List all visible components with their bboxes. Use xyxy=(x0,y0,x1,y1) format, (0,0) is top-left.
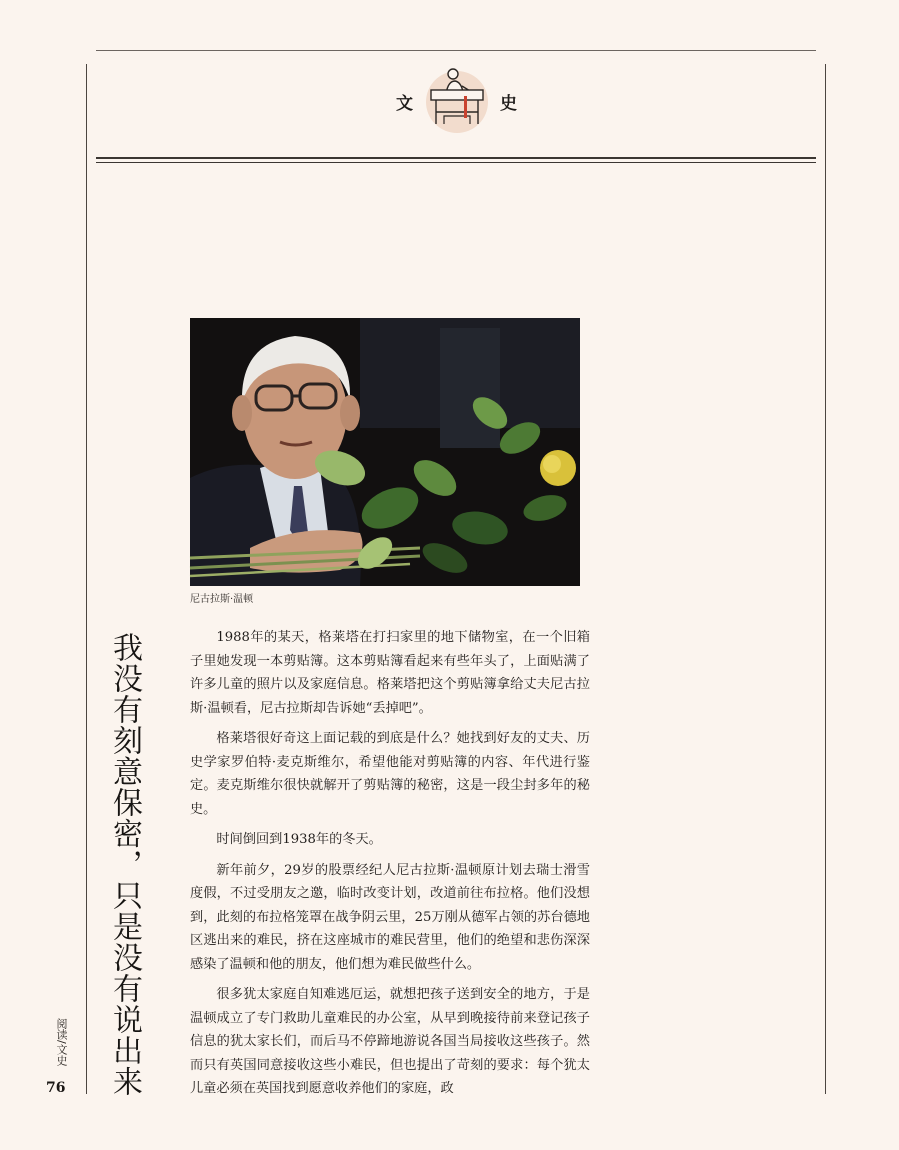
photo-caption: 尼古拉斯·温顿 xyxy=(190,594,254,605)
right-margin-line xyxy=(825,64,826,1094)
page-number: 76 xyxy=(46,1080,66,1096)
paragraph: 格莱塔很好奇这上面记载的到底是什么？她找到好友的丈夫、历史学家罗伯特·麦克斯维尔，希望他能对剪贴簿的内容、年代进行鉴定。麦克斯维尔很快就解开了剪贴簿的秘密，这是一段尘封多年的秘史。 xyxy=(190,731,590,817)
header-double-rule-thin xyxy=(96,162,816,163)
paragraph: 新年前夕，29岁的股票经纪人尼古拉斯·温顿原计划去瑞士滑雪度假，不过受朋友之邀，临时改变计划，改道前往布拉格。他们没想到，此刻的布拉格笼罩在战争阴云里，25万刚从德军占领的苏台德地区逃出来的难民，挤在这座城市的难民营里，他们的绝望和悲伤深深感染了温顿和他的朋友，他们想为难民做些什么。 xyxy=(190,862,590,972)
magazine-name: 阅读 xyxy=(55,1018,68,1040)
article-body xyxy=(190,626,590,1096)
column-name: 文史 xyxy=(55,1043,68,1066)
article-title: 我没有刻意保密，只是没有说出来 xyxy=(107,632,142,1097)
portrait-photo xyxy=(190,318,580,586)
paragraph: 时间倒回到1938年的冬天。 xyxy=(216,832,382,847)
section-logo-icon xyxy=(422,60,492,138)
top-rule xyxy=(96,50,816,51)
section-label-shi: 史 xyxy=(500,94,517,114)
footer-separator: / xyxy=(55,1040,68,1044)
left-margin-line xyxy=(86,64,87,1094)
section-label-wen: 文 xyxy=(396,94,413,114)
running-footer xyxy=(52,1018,68,1066)
paragraph: 1988年的某天，格莱塔在打扫家里的地下储物室，在一个旧箱子里她发现一本剪贴簿。这本剪贴簿看起来有些年头了，上面贴满了许多儿童的照片以及家庭信息。格莱塔把这个剪贴簿拿给丈夫尼古拉斯·温顿看，尼古拉斯却告诉她“丢掉吧”。 xyxy=(190,630,590,716)
paragraph: 很多犹太家庭自知难逃厄运，就想把孩子送到安全的地方，于是温顿成立了专门救助儿童难民的办公室，从早到晚接待前来登记孩子信息的犹太家长们，而后马不停蹄地游说各国当局接收这些孩子。然而只有英国同意接收这些小难民，但也提出了苛刻的要求：每个犹太儿童必须在英国找到愿意收养他们的家庭，政 xyxy=(190,987,590,1096)
header-double-rule xyxy=(96,157,816,159)
